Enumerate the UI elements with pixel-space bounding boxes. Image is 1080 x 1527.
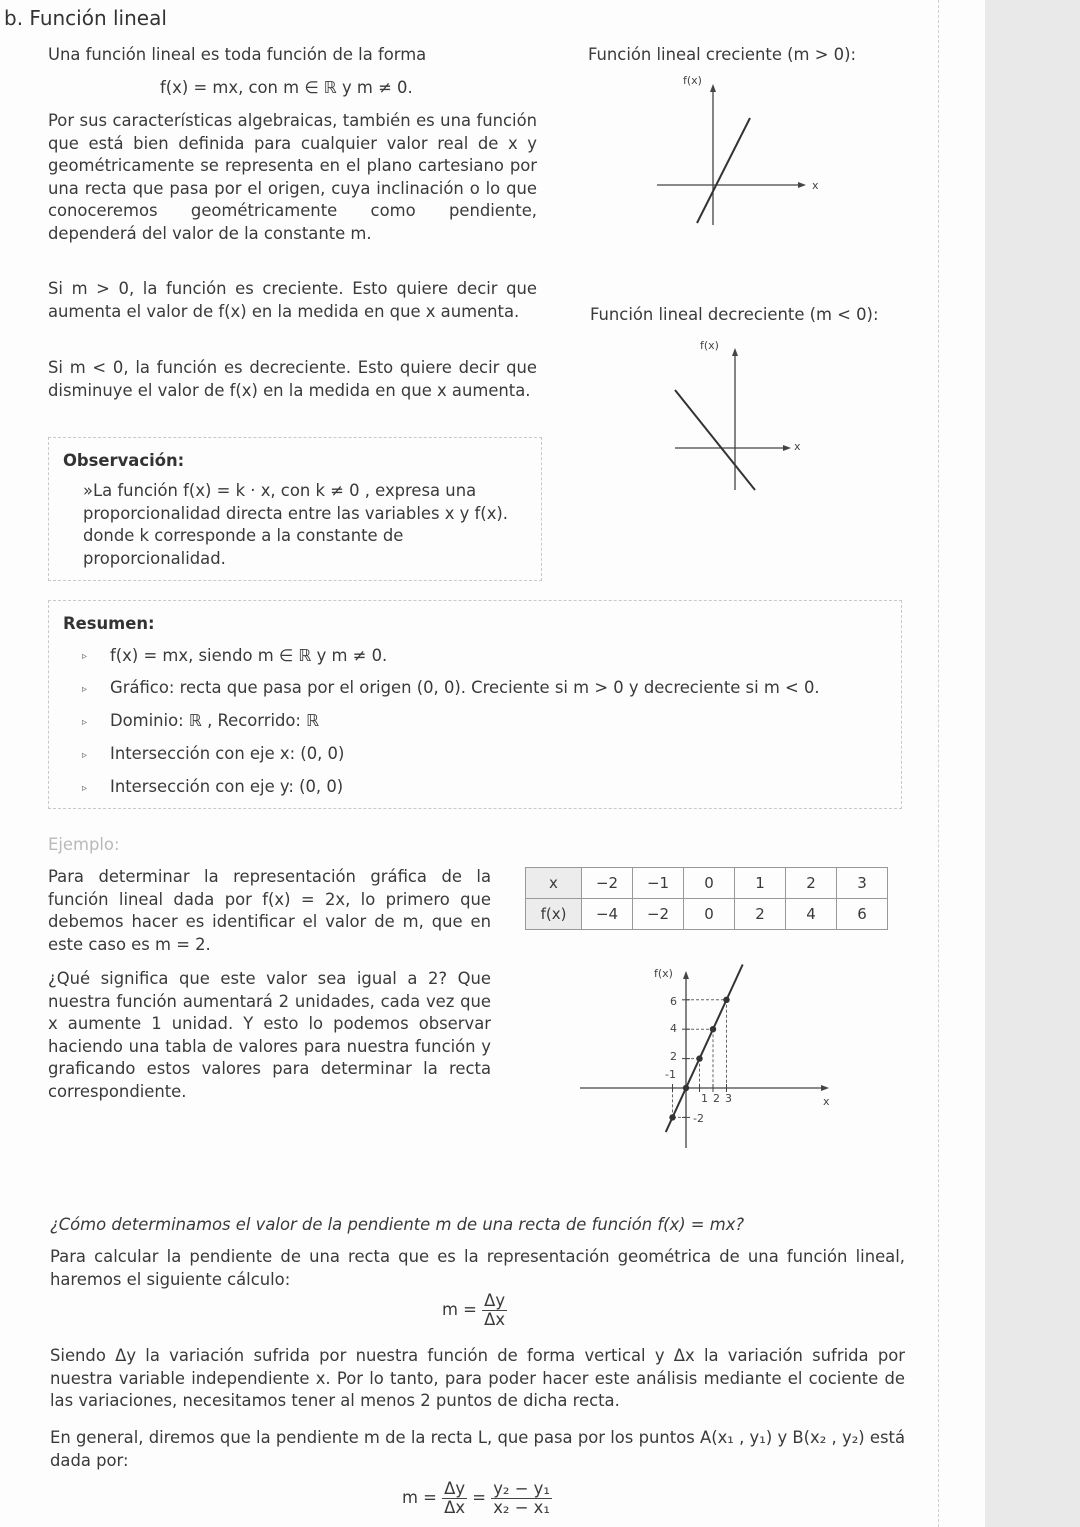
observation-heading: Observación: bbox=[63, 451, 185, 470]
x-arrow-icon bbox=[821, 1085, 829, 1091]
example-graph bbox=[560, 960, 850, 1160]
example-heading: Ejemplo: bbox=[48, 835, 120, 854]
table-cell: −4 bbox=[582, 899, 633, 930]
x-axis-label: x bbox=[823, 1095, 830, 1108]
y-axis-label: f(x) bbox=[700, 339, 719, 352]
table-row bbox=[526, 899, 888, 930]
table-cell: 2 bbox=[735, 899, 786, 930]
y-tick-label: 2 bbox=[670, 1050, 677, 1063]
x-axis-label: x bbox=[794, 440, 801, 453]
fraction bbox=[482, 1292, 507, 1329]
bullet-icon: ▹ bbox=[82, 651, 88, 662]
slope-paragraph-1: Para calcular la pendiente de una recta que es la representación geométrica de una función lineal, haremos el siguiente cálculo: bbox=[50, 1247, 905, 1289]
example-paragraph-1: Para determinar la representación gráfica de la función lineal dada por f(x) = 2x, lo primero que debemos hacer es identificar el valor de m, que en este caso es m = 2. bbox=[48, 867, 491, 954]
x-arrow-icon bbox=[798, 182, 806, 188]
y-axis-label: f(x) bbox=[654, 967, 673, 980]
paragraph-3: Si m < 0, la función es decreciente. Esto quiere decir que disminuye el valor de f(x) en la medida en que x aumenta. bbox=[48, 358, 537, 400]
summary-item: Intersección con eje x: (0, 0) bbox=[110, 744, 345, 763]
row-header: f(x) bbox=[526, 899, 582, 930]
table-cell: 0 bbox=[684, 868, 735, 899]
data-point bbox=[683, 1085, 689, 1091]
y-arrow-icon bbox=[732, 348, 738, 356]
bullet-icon: ▹ bbox=[82, 783, 88, 794]
values-table bbox=[525, 867, 888, 930]
definition-formula: f(x) = mx, con m ∈ ℝ y m ≠ 0. bbox=[160, 78, 413, 97]
table-cell: −2 bbox=[633, 899, 684, 930]
equals-sign: = bbox=[472, 1488, 487, 1507]
fraction bbox=[442, 1480, 467, 1517]
y-tick-label: -2 bbox=[693, 1112, 704, 1125]
data-point bbox=[696, 1055, 702, 1061]
x-tick-label: 1 bbox=[701, 1092, 708, 1105]
decreasing-line bbox=[675, 390, 755, 490]
section-title: b. Función lineal bbox=[4, 6, 167, 30]
margin-line bbox=[938, 0, 939, 1527]
summary-heading: Resumen: bbox=[63, 614, 155, 633]
y-arrow-icon bbox=[683, 971, 689, 979]
formula-m: m = bbox=[442, 1300, 477, 1319]
bullet-icon: ▹ bbox=[82, 684, 88, 695]
summary-item: Gráfico: recta que pasa por el origen (0, 0). Creciente si m > 0 y decreciente si m < 0. bbox=[110, 678, 820, 697]
fraction bbox=[491, 1480, 552, 1517]
function-line bbox=[666, 965, 743, 1133]
slope-formula bbox=[442, 1292, 507, 1329]
summary-item: Intersección con eje y: (0, 0) bbox=[110, 777, 344, 796]
y-axis-label: f(x) bbox=[683, 74, 702, 87]
slope-question: ¿Cómo determinamos el valor de la pendiente m de una recta de función f(x) = mx? bbox=[50, 1215, 745, 1234]
table-row bbox=[526, 868, 888, 899]
data-point bbox=[723, 997, 729, 1003]
paragraph-2: Si m > 0, la función es creciente. Esto quiere decir que aumenta el valor de f(x) en la medida en que x aumenta. bbox=[48, 279, 537, 321]
table-cell: 1 bbox=[735, 868, 786, 899]
slope-general-formula bbox=[402, 1480, 552, 1517]
page-edge bbox=[985, 0, 1080, 1527]
denominator: Δx bbox=[444, 1498, 466, 1517]
table-cell: 4 bbox=[786, 899, 837, 930]
observation-text: »La función f(x) = k · x, con k ≠ 0 , expresa una proporcionalidad directa entre las variables x y f(x). donde k corresponde a la constante de proporcionalidad. bbox=[83, 481, 509, 568]
slope-paragraph-3: En general, diremos que la pendiente m de la recta L, que pasa por los puntos A(x₁ , y₁) y B(x₂ , y₂) está dada por: bbox=[50, 1428, 905, 1470]
y-arrow-icon bbox=[710, 84, 716, 92]
table-cell: 3 bbox=[837, 868, 888, 899]
x-tick-label: 2 bbox=[713, 1092, 720, 1105]
data-point bbox=[669, 1114, 675, 1120]
summary-item: f(x) = mx, siendo m ∈ ℝ y m ≠ 0. bbox=[110, 646, 388, 665]
formula-m: m = bbox=[402, 1488, 437, 1507]
x-tick-label: -1 bbox=[665, 1068, 676, 1081]
row-header: x bbox=[526, 868, 582, 899]
slope-paragraph-2: Siendo Δy la variación sufrida por nuestra función de forma vertical y Δx la variación sufrida por nuestra variable independiente x. Por lo tanto, para poder hacer este análisis mediante el cociente de las variaciones, necesitamos tener al menos 2 puntos de dicha recta. bbox=[50, 1346, 905, 1411]
table-cell: 2 bbox=[786, 868, 837, 899]
summary-item: Dominio: ℝ , Recorrido: ℝ bbox=[110, 711, 320, 730]
graph-increasing-caption: Función lineal creciente (m > 0): bbox=[588, 45, 856, 64]
graph-decreasing-caption: Función lineal decreciente (m < 0): bbox=[590, 305, 879, 324]
example-paragraph-2: ¿Qué significa que este valor sea igual a 2? Que nuestra función aumentará 2 unidades, cada vez que x aumente 1 unidad. Y esto lo podemos observar haciendo una tabla de valores para nuestra función y graficando estos valores para determinar la recta correspondiente. bbox=[48, 969, 491, 1101]
numerator: Δy bbox=[444, 1479, 466, 1498]
table-cell: −1 bbox=[633, 868, 684, 899]
x-axis-label: x bbox=[812, 179, 819, 192]
numerator: y₂ − y₁ bbox=[493, 1479, 550, 1498]
observation-box bbox=[48, 437, 542, 581]
x-tick-label: 3 bbox=[725, 1092, 732, 1105]
table-cell: 6 bbox=[837, 899, 888, 930]
graph-increasing bbox=[640, 68, 840, 233]
denominator: x₂ − x₁ bbox=[493, 1498, 550, 1517]
bullet-icon: ▹ bbox=[82, 750, 88, 761]
numerator: Δy bbox=[484, 1291, 506, 1310]
y-tick-label: 4 bbox=[670, 1022, 677, 1035]
bullet-icon: ▹ bbox=[82, 717, 88, 728]
data-point bbox=[710, 1026, 716, 1032]
x-arrow-icon bbox=[783, 445, 791, 451]
y-tick-label: 6 bbox=[670, 995, 677, 1008]
intro-text: Una función lineal es toda función de la forma bbox=[48, 45, 427, 64]
graph-decreasing bbox=[660, 330, 820, 495]
denominator: Δx bbox=[484, 1310, 506, 1329]
table-cell: 0 bbox=[684, 899, 735, 930]
table-cell: −2 bbox=[582, 868, 633, 899]
paragraph-1: Por sus características algebraicas, también es una función que está bien definida para cualquier valor real de x y geométricamente se representa en el plano cartesiano por una recta que pasa por el origen, cuya inclinación o lo que conoceremos geométricamente como pendiente, dependerá del valor de la constante m. bbox=[48, 111, 537, 243]
increasing-line bbox=[697, 118, 750, 223]
